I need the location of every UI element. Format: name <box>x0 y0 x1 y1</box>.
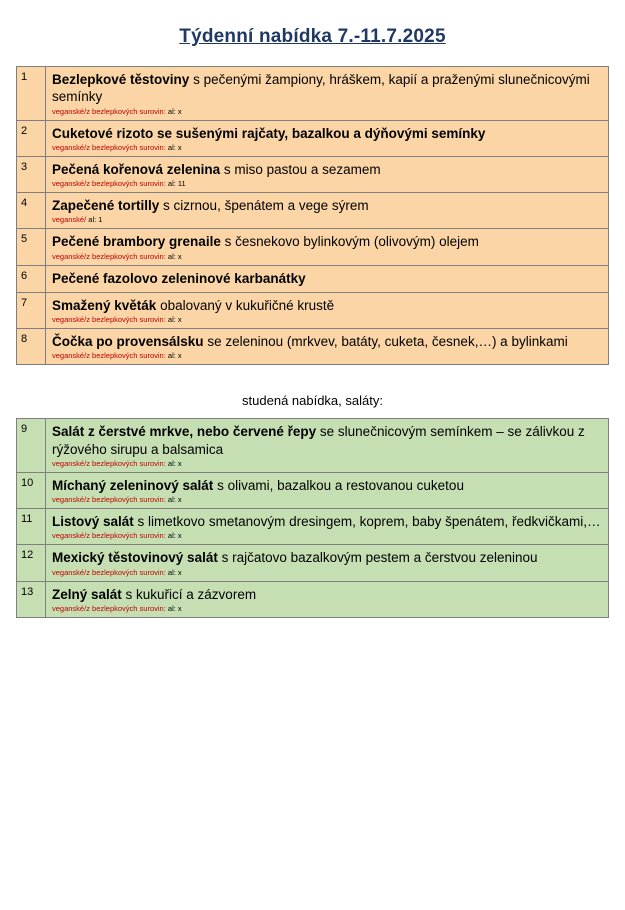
table-row <box>17 229 609 265</box>
dish-detail: se zeleninou (mrkvev, batáty, cuketa, česnek,…) a bylinkami <box>203 334 568 350</box>
dish-name: Pečená kořenová zelenina <box>52 161 221 177</box>
dish-number: 4 <box>17 193 46 229</box>
table-row <box>17 472 609 508</box>
allergen-prefix: veganské/z bezlepkových surovin: <box>52 106 166 116</box>
dish-detail: se slunečnicovým semínkem – se zálivkou z rýžového sirupu a balsamica <box>52 424 585 457</box>
allergen-prefix: veganské/z bezlepkových surovin: <box>52 179 166 189</box>
allergen-code: al: x <box>167 531 182 541</box>
allergen-code: al: 11 <box>167 179 186 189</box>
document-page <box>0 26 625 910</box>
dish-number: 1 <box>17 67 46 121</box>
allergen-note <box>52 531 602 540</box>
cold-dishes-table <box>16 418 609 618</box>
dish-name: Pečené brambory grenaile <box>52 234 221 250</box>
dish-name: Smažený květák <box>52 297 157 313</box>
allergen-note <box>52 252 602 261</box>
dish-cell <box>46 329 609 365</box>
dish-detail: obalovaný v kukuřičné krustě <box>156 297 335 313</box>
dish-description <box>52 71 602 106</box>
allergen-code: al: x <box>167 142 182 152</box>
dish-description <box>52 586 602 603</box>
dish-description <box>52 333 602 350</box>
dish-detail: s rajčatovo bazalkovým pestem a čerstvou zeleninou <box>217 550 538 566</box>
allergen-code: al: x <box>167 251 182 261</box>
allergen-code: al: x <box>167 495 182 505</box>
dish-cell <box>46 265 609 292</box>
dish-cell <box>46 581 609 617</box>
table-row <box>17 329 609 365</box>
dish-number: 13 <box>17 581 46 617</box>
dish-cell <box>46 156 609 192</box>
allergen-prefix: veganské/ <box>52 215 87 225</box>
table-row <box>17 419 609 473</box>
allergen-prefix: veganské/z bezlepkových surovin: <box>52 351 166 361</box>
hot-dishes-table <box>16 66 609 365</box>
allergen-code: al: x <box>167 603 182 613</box>
dish-cell <box>46 419 609 473</box>
allergen-note <box>52 351 602 360</box>
dish-cell <box>46 292 609 328</box>
dish-name: Mexický těstovinový salát <box>52 550 218 566</box>
allergen-prefix: veganské/z bezlepkových surovin: <box>52 531 166 541</box>
dish-description <box>52 297 602 314</box>
allergen-code: al: x <box>167 106 182 116</box>
allergen-code: al: x <box>167 567 182 577</box>
dish-description <box>52 197 602 214</box>
dish-description <box>52 549 602 566</box>
allergen-note <box>52 568 602 577</box>
dish-cell <box>46 472 609 508</box>
table-row <box>17 509 609 545</box>
allergen-prefix: veganské/z bezlepkových surovin: <box>52 458 166 468</box>
allergen-prefix: veganské/z bezlepkových surovin: <box>52 142 166 152</box>
page-title: Týdenní nabídka 7.-11.7.2025 <box>179 26 446 47</box>
table-row <box>17 120 609 156</box>
dish-description <box>52 270 602 287</box>
dish-description <box>52 513 602 530</box>
allergen-note <box>52 459 602 468</box>
dish-name: Zelný salát <box>52 586 122 602</box>
dish-description <box>52 477 602 494</box>
dish-cell <box>46 545 609 581</box>
dish-name: Listový salát <box>52 514 134 530</box>
allergen-prefix: veganské/z bezlepkových surovin: <box>52 495 166 505</box>
dish-detail: s olivami, bazalkou a restovanou cuketou <box>213 477 464 493</box>
dish-number: 12 <box>17 545 46 581</box>
dish-number: 3 <box>17 156 46 192</box>
dish-detail: s miso pastou a sezamem <box>220 161 381 177</box>
dish-description <box>52 161 602 178</box>
dish-cell <box>46 229 609 265</box>
dish-detail: s limetkovo smetanovým dresingem, koprem, baby špenátem, ředkvičkami,… <box>133 514 601 530</box>
allergen-code: al: x <box>167 351 182 361</box>
allergen-note <box>52 143 602 152</box>
dish-description <box>52 423 602 458</box>
dish-name: Čočka po provensálsku <box>52 334 204 350</box>
dish-detail: s kukuřicí a zázvorem <box>121 586 257 602</box>
table-row <box>17 581 609 617</box>
dish-name: Zapečené tortilly <box>52 198 160 214</box>
dish-description <box>52 233 602 250</box>
table-row <box>17 545 609 581</box>
dish-name: Míchaný zeleninový salát <box>52 477 214 493</box>
allergen-code: al: x <box>167 458 182 468</box>
allergen-prefix: veganské/z bezlepkových surovin: <box>52 567 166 577</box>
table-row <box>17 67 609 121</box>
table-row <box>17 193 609 229</box>
dish-number: 8 <box>17 329 46 365</box>
table-row <box>17 156 609 192</box>
allergen-note <box>52 179 602 188</box>
allergen-prefix: veganské/z bezlepkových surovin: <box>52 603 166 613</box>
dish-number: 2 <box>17 120 46 156</box>
allergen-prefix: veganské/z bezlepkových surovin: <box>52 315 166 325</box>
dish-number: 10 <box>17 472 46 508</box>
allergen-note <box>52 315 602 324</box>
dish-name: Salát z čerstvé mrkve, nebo červené řepy <box>52 424 317 440</box>
allergen-note <box>52 215 602 224</box>
dish-number: 9 <box>17 419 46 473</box>
allergen-code: al: 1 <box>88 215 103 225</box>
dish-number: 6 <box>17 265 46 292</box>
allergen-note <box>52 604 602 613</box>
table-row <box>17 265 609 292</box>
dish-detail: s česnekovo bylinkovým (olivovým) olejem <box>220 234 479 250</box>
allergen-prefix: veganské/z bezlepkových surovin: <box>52 251 166 261</box>
dish-number: 7 <box>17 292 46 328</box>
dish-cell <box>46 193 609 229</box>
allergen-note <box>52 495 602 504</box>
dish-detail: s pečenými žampiony, hráškem, kapií a praženými slunečnicovými semínky <box>52 72 590 105</box>
dish-detail: s cizrnou, špenátem a vege sýrem <box>159 198 369 214</box>
table-row <box>17 292 609 328</box>
dish-number: 11 <box>17 509 46 545</box>
dish-name: Bezlepkové těstoviny <box>52 72 190 87</box>
dish-cell <box>46 67 609 121</box>
dish-cell <box>46 120 609 156</box>
section-label-cold: studená nabídka, saláty: <box>242 393 383 409</box>
allergen-code: al: x <box>167 315 182 325</box>
allergen-note <box>52 107 602 116</box>
dish-name: Cuketové rizoto se sušenými rajčaty, bazalkou a dýňovými semínky <box>52 125 486 141</box>
dish-cell <box>46 509 609 545</box>
dish-name: Pečené fazolovo zeleninové karbanátky <box>52 270 306 286</box>
dish-number: 5 <box>17 229 46 265</box>
dish-description <box>52 125 602 142</box>
